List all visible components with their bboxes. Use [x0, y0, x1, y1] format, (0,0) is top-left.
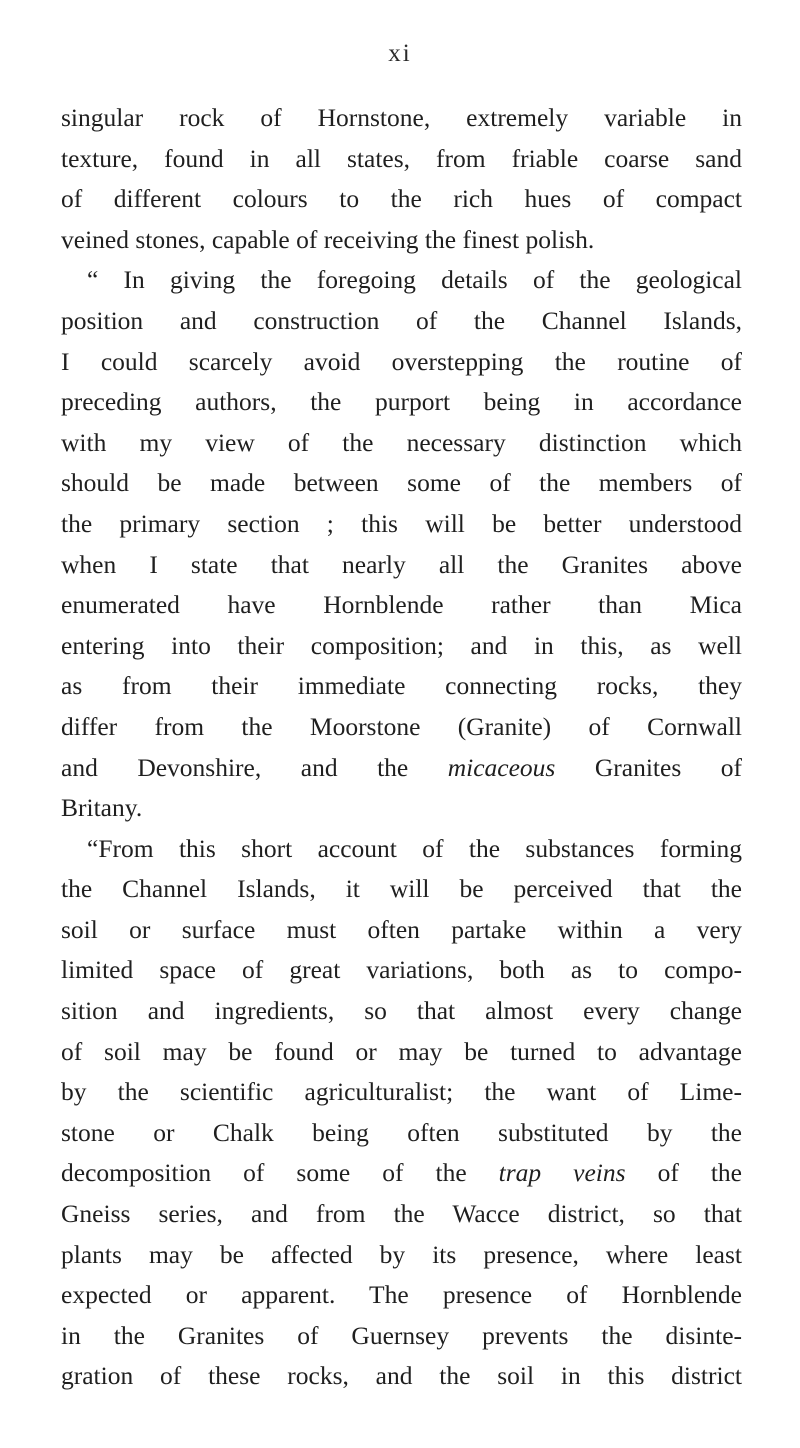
text-line: of different colours to the rich hues of compact [61, 184, 742, 214]
text-line: sition and ingredients, so that almost every change [61, 996, 742, 1026]
text-line: as from their immediate connecting rocks, they [61, 671, 742, 701]
text-line: texture, found in all states, from friable coarse sand [61, 143, 742, 173]
text-segment: and Devonshire, and the [61, 752, 448, 782]
text-line: when I state that nearly all the Granites above [61, 549, 742, 579]
body-text [61, 98, 742, 1397]
text-line: stone or Chalk being often substituted by the [61, 1117, 742, 1147]
text-line [61, 748, 742, 789]
text-line: soil or surface must often partake within a very [61, 914, 742, 944]
page-number: xi [388, 40, 412, 67]
text-line: expected or apparent. The presence of Hornblende [61, 1280, 742, 1310]
text-line [61, 1153, 742, 1194]
text-segment: of the [625, 1158, 742, 1188]
text-line: Gneiss series, and from the Wacce district, so that [61, 1199, 742, 1229]
text-line: the primary section ; this will be better understood [61, 508, 742, 538]
text-line: entering into their composition; and in this, as well [61, 630, 742, 660]
text-segment: decomposition of some of the [61, 1158, 499, 1188]
text-line: enumerated have Hornblende rather than Mica [61, 590, 742, 620]
text-line: position and construction of the Channel Islands, [61, 305, 742, 335]
text-line: with my view of the necessary distinction which [61, 427, 742, 457]
text-line: of soil may be found or may be turned to advantage [61, 1036, 742, 1066]
text-line: should be made between some of the members of [61, 468, 742, 498]
text-line: singular rock of Hornstone, extremely variable in [61, 103, 742, 132]
text-line: Britany. [61, 793, 143, 823]
text-line: limited space of great variations, both as to compo- [61, 955, 742, 985]
text-line: veined stones, capable of receiving the finest polish. [61, 224, 595, 254]
text-segment: Granites of [555, 752, 742, 782]
text-line: preceding authors, the purport being in accordance [61, 387, 742, 417]
italic-term: trap veins [498, 1158, 626, 1188]
text-line: plants may be affected by its presence, where least [61, 1239, 742, 1269]
text-line: by the scientific agriculturalist; the want of Lime- [61, 1077, 742, 1107]
text-line: gration of these rocks, and the soil in this district [61, 1361, 742, 1391]
text-line: the Channel Islands, it will be perceived that the [61, 874, 742, 904]
italic-term: micaceous [447, 752, 556, 782]
text-line: in the Granites of Guernsey prevents the disinte- [61, 1320, 742, 1350]
text-line: I could scarcely avoid overstepping the routine of [61, 346, 742, 376]
text-line: “ In giving the foregoing details of the geological [87, 265, 742, 295]
text-line: “From this short account of the substances forming [87, 833, 742, 863]
text-line: differ from the Moorstone (Granite) of Cornwall [61, 711, 742, 741]
